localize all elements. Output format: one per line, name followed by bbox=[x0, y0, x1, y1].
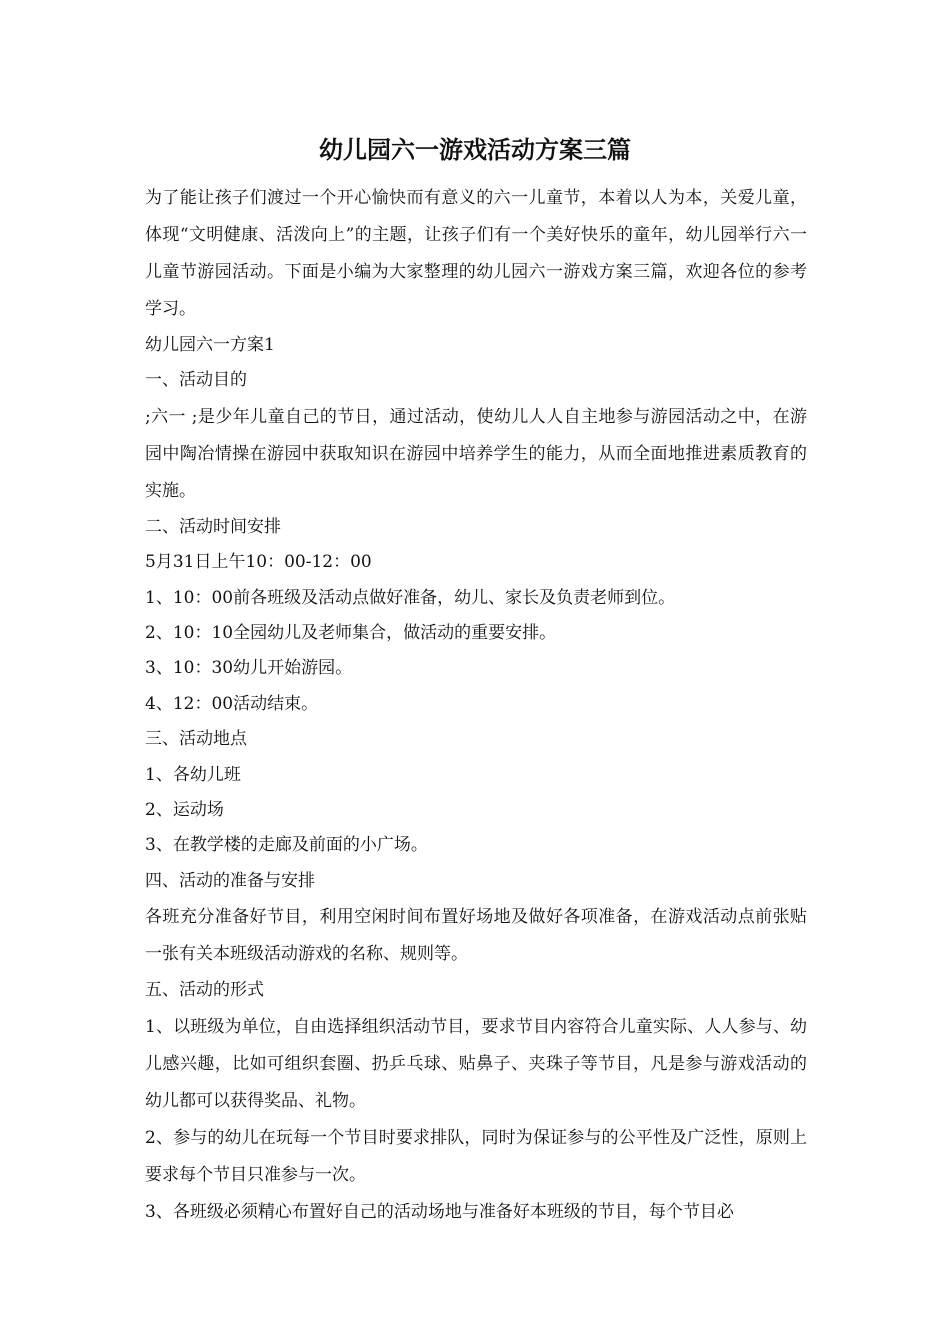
section-heading: 一、活动目的 bbox=[145, 370, 247, 391]
list-item: 2、10：10全园幼儿及老师集合，做活动的重要安排。 bbox=[145, 623, 557, 644]
list-item: 2、运动场 bbox=[145, 800, 224, 821]
list-item: 3、10：30幼儿开始游园。 bbox=[145, 658, 353, 679]
section-paragraph: ;六一 ;是少年儿童自己的节日，通过活动，使幼儿人人自主地参与游园活动之中，在游园中陶冶情操在游园中获取知识在游园中培养学生的能力，从而全面地推进素质教育的实施。 bbox=[145, 406, 807, 501]
list-item: 3、在教学楼的走廊及前面的小广场。 bbox=[145, 835, 428, 856]
list-item: 3、各班级必须精心布置好自己的活动场地与准备好本班级的节目，每个节目必 bbox=[145, 1201, 734, 1222]
section-heading: 三、活动地点 bbox=[145, 729, 247, 750]
document-title: 幼儿园六一游戏活动方案三篇 bbox=[319, 135, 631, 164]
schedule-date: 5月31日上午10：00-12：00 bbox=[145, 552, 372, 573]
list-item: 1、10：00前各班级及活动点做好准备，幼儿、家长及负责老师到位。 bbox=[145, 587, 676, 608]
document-body bbox=[145, 180, 807, 1231]
list-item: 1、以班级为单位，自由选择组织活动节目，要求节目内容符合儿童实际、人人参与、幼儿感兴趣，比如可组织套圈、扔乒乓球、贴鼻子、夹珠子等节目，凡是参与游戏活动的幼儿都可以获得奖品、礼物。 bbox=[145, 1016, 807, 1111]
section-heading: 四、活动的准备与安排 bbox=[145, 870, 315, 891]
section-heading: 二、活动时间安排 bbox=[145, 516, 281, 537]
list-item: 1、各幼儿班 bbox=[145, 764, 241, 785]
intro-paragraph: 为了能让孩子们渡过一个开心愉快而有意义的六一儿童节，本着以人为本，关爱儿童，体现“文明健康、活泼向上”的主题，让孩子们有一个美好快乐的童年，幼儿园举行六一儿童节游园活动。下面是小编为大家整理的幼儿园六一游戏方案三篇，欢迎各位的参考学习。 bbox=[145, 188, 807, 319]
plan-heading: 幼儿园六一方案1 bbox=[145, 335, 275, 355]
section-paragraph: 各班充分准备好节目，利用空闲时间布置好场地及做好各项准备，在游戏活动点前张贴一张有关本班级活动游戏的名称、规则等。 bbox=[145, 907, 807, 965]
section-heading: 五、活动的形式 bbox=[145, 980, 264, 1001]
list-item: 2、参与的幼儿在玩每一个节目时要求排队，同时为保证参与的公平性及广泛性，原则上要求每个节目只准参与一次。 bbox=[145, 1127, 807, 1185]
list-item: 4、12：00活动结束。 bbox=[145, 693, 319, 714]
